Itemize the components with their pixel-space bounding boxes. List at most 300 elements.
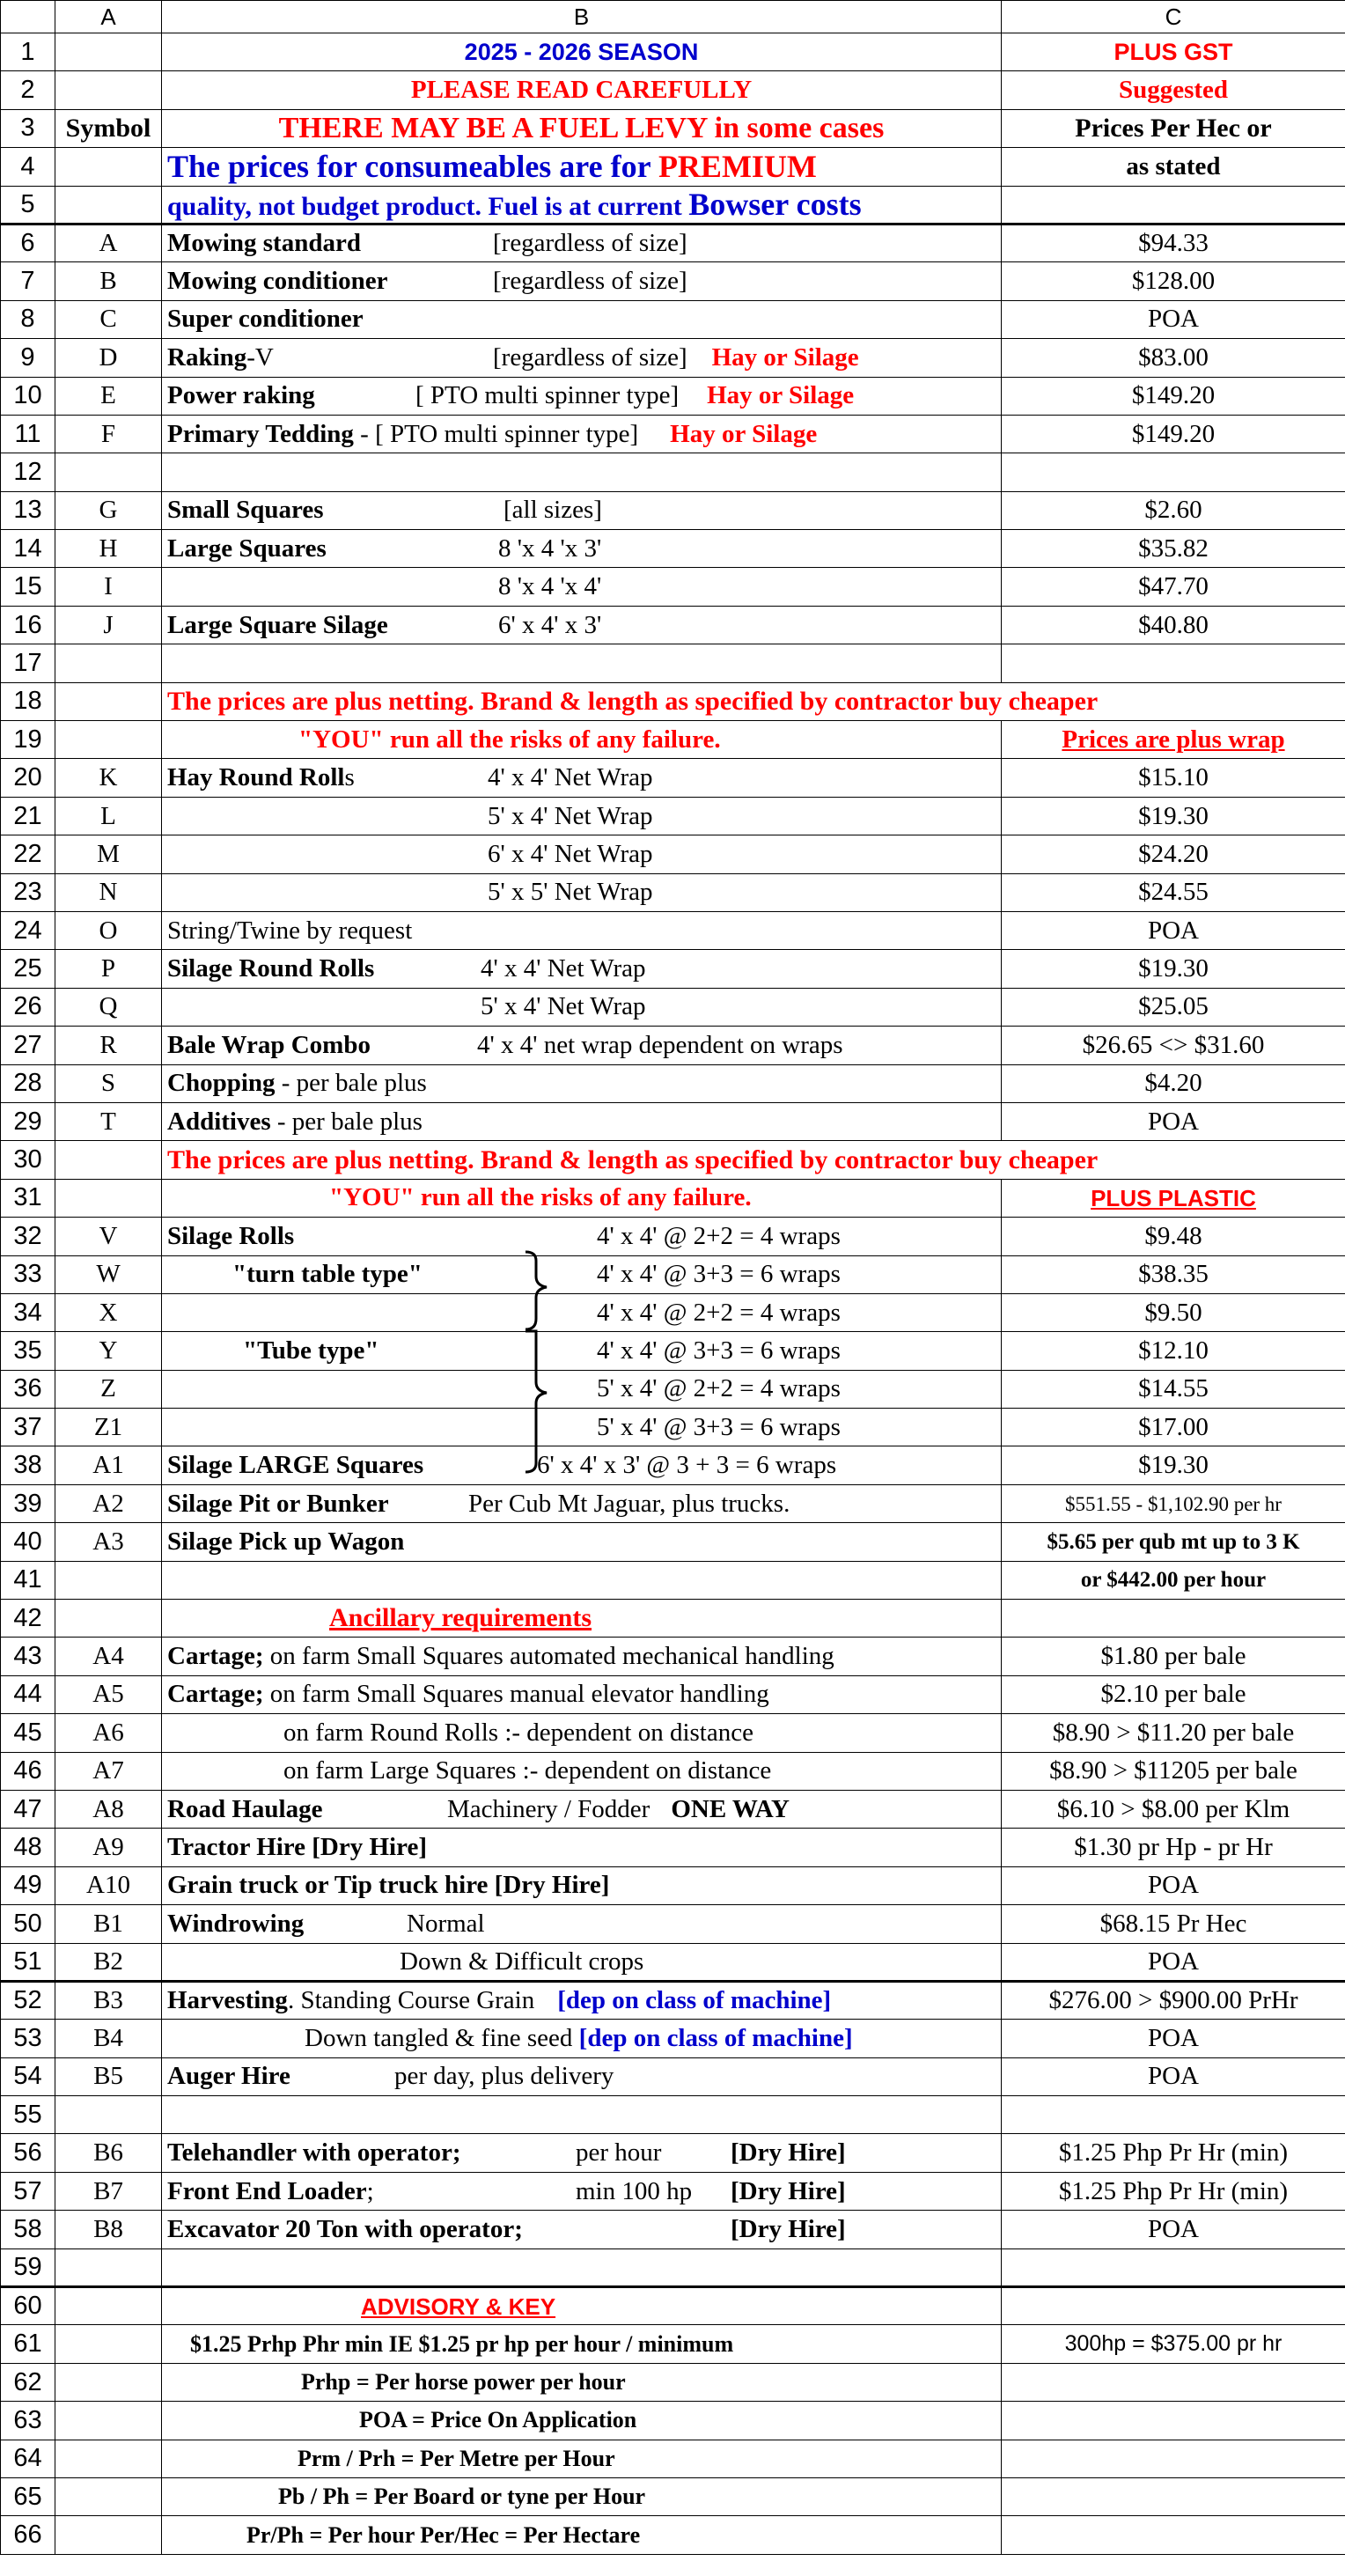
- empty-cell[interactable]: [55, 2248, 162, 2286]
- price-cell[interactable]: POA: [1002, 2020, 1345, 2057]
- price-cell[interactable]: 300hp = $375.00 pr hr: [1002, 2325, 1345, 2363]
- row-number[interactable]: 64: [1, 2440, 55, 2477]
- symbol-cell[interactable]: A: [55, 224, 162, 261]
- symbol-cell[interactable]: B8: [55, 2211, 162, 2248]
- service-cell[interactable]: [162, 2020, 1002, 2057]
- table-row: [1, 1675, 1345, 1713]
- service-cell[interactable]: [162, 2172, 1002, 2210]
- symbol-cell[interactable]: Z: [55, 1370, 162, 1408]
- service-name: Power raking: [167, 381, 315, 410]
- price-cell[interactable]: $1.30 pr Hp - pr Hr: [1002, 1829, 1345, 1866]
- price-cell[interactable]: $6.10 > $8.00 per Klm: [1002, 1790, 1345, 1828]
- service-cell[interactable]: [162, 568, 1002, 606]
- row-number[interactable]: 54: [1, 2057, 55, 2095]
- row-number[interactable]: 26: [1, 988, 55, 1026]
- symbol-cell[interactable]: C: [55, 300, 162, 338]
- service-cell[interactable]: [162, 606, 1002, 644]
- service-cell[interactable]: [162, 1714, 1002, 1752]
- empty-cell[interactable]: [1002, 2516, 1345, 2554]
- row-number[interactable]: 41: [1, 1561, 55, 1599]
- row-number[interactable]: 58: [1, 2211, 55, 2248]
- column-header-b[interactable]: B: [162, 1, 1002, 33]
- row-number[interactable]: 43: [1, 1638, 55, 1675]
- symbol-cell[interactable]: A1: [55, 1446, 162, 1484]
- row-number[interactable]: 9: [1, 339, 55, 377]
- row-number[interactable]: 46: [1, 1752, 55, 1790]
- risk-note-2[interactable]: "YOU" run all the risks of any failure.: [162, 1179, 1002, 1217]
- service-cell[interactable]: [162, 797, 1002, 835]
- row-2: [1, 71, 1345, 109]
- row-number[interactable]: 60: [1, 2287, 55, 2325]
- price-cell[interactable]: $47.70: [1002, 568, 1345, 606]
- empty-cell[interactable]: [55, 2325, 162, 2363]
- empty-cell[interactable]: [55, 1141, 162, 1179]
- symbol-cell[interactable]: A9: [55, 1829, 162, 1866]
- row-number[interactable]: 4: [1, 148, 55, 186]
- symbol-cell[interactable]: Q: [55, 988, 162, 1026]
- empty-cell[interactable]: [1002, 2363, 1345, 2401]
- advisory-text[interactable]: Pr/Ph = Per hour Per/Hec = Per Hectare: [162, 2516, 1002, 2554]
- service-cell[interactable]: [162, 339, 1002, 377]
- service-cell[interactable]: [162, 1293, 1002, 1331]
- service-cell[interactable]: [162, 1218, 1002, 1255]
- row-number[interactable]: 6: [1, 224, 55, 261]
- plus-wrap-label[interactable]: Prices are plus wrap: [1002, 721, 1345, 759]
- symbol-cell[interactable]: A2: [55, 1484, 162, 1522]
- dry-hire-label: [Dry Hire]: [731, 2214, 846, 2243]
- empty-cell[interactable]: [1002, 2440, 1345, 2477]
- symbol-cell[interactable]: B7: [55, 2172, 162, 2210]
- price-cell[interactable]: $9.50: [1002, 1293, 1345, 1331]
- row-number[interactable]: 25: [1, 950, 55, 988]
- empty-cell[interactable]: [1002, 644, 1345, 682]
- netting-note[interactable]: The prices are plus netting. Brand & length as specified by contractor buy cheaper: [162, 682, 1345, 720]
- table-row: [1, 1752, 1345, 1790]
- price-cell[interactable]: POA: [1002, 1102, 1345, 1140]
- empty-cell[interactable]: [55, 2478, 162, 2516]
- row-number[interactable]: 53: [1, 2020, 55, 2057]
- price-cell[interactable]: $24.55: [1002, 873, 1345, 911]
- row-number[interactable]: 5: [1, 186, 55, 224]
- price-cell[interactable]: $149.20: [1002, 377, 1345, 415]
- symbol-cell[interactable]: A8: [55, 1790, 162, 1828]
- row-number[interactable]: 63: [1, 2402, 55, 2440]
- plus-gst-label[interactable]: PLUS GST: [1002, 33, 1345, 71]
- row-number[interactable]: 37: [1, 1409, 55, 1446]
- quality-note[interactable]: [162, 186, 1002, 224]
- service-cell[interactable]: [162, 835, 1002, 873]
- symbol-cell[interactable]: B3: [55, 1981, 162, 2019]
- price-cell[interactable]: POA: [1002, 1866, 1345, 1904]
- row-number[interactable]: 48: [1, 1829, 55, 1866]
- service-cell[interactable]: [162, 224, 1002, 261]
- consumeables-note[interactable]: [162, 148, 1002, 186]
- empty-cell[interactable]: [55, 2096, 162, 2134]
- advisory-text[interactable]: Prhp = Per horse power per hour: [162, 2363, 1002, 2401]
- service-cell[interactable]: [162, 1064, 1002, 1102]
- symbol-cell[interactable]: A7: [55, 1752, 162, 1790]
- row-31: [1, 1179, 1345, 1217]
- row-number[interactable]: 33: [1, 1255, 55, 1293]
- empty-cell[interactable]: [55, 2363, 162, 2401]
- service-cell[interactable]: [162, 530, 1002, 568]
- empty-cell[interactable]: [55, 644, 162, 682]
- service-cell[interactable]: [162, 1638, 1002, 1675]
- symbol-cell[interactable]: B2: [55, 1943, 162, 1981]
- symbol-cell[interactable]: B5: [55, 2057, 162, 2095]
- netting-note-2[interactable]: The prices are plus netting. Brand & length as specified by contractor buy cheaper: [162, 1141, 1345, 1179]
- column-header-c[interactable]: C: [1002, 1, 1345, 33]
- symbol-cell[interactable]: X: [55, 1293, 162, 1331]
- empty-cell[interactable]: [162, 1561, 1002, 1599]
- symbol-cell[interactable]: T: [55, 1102, 162, 1140]
- service-cell[interactable]: [162, 1332, 1002, 1370]
- table-row: [1, 377, 1345, 415]
- row-number[interactable]: 16: [1, 606, 55, 644]
- service-cell[interactable]: [162, 1943, 1002, 1981]
- symbol-cell[interactable]: B: [55, 262, 162, 300]
- symbol-cell[interactable]: A3: [55, 1523, 162, 1561]
- symbol-header[interactable]: Symbol: [55, 109, 162, 147]
- table-row: [1, 1523, 1345, 1561]
- row-number[interactable]: 19: [1, 721, 55, 759]
- symbol-cell[interactable]: R: [55, 1027, 162, 1064]
- empty-cell[interactable]: [1002, 2402, 1345, 2440]
- symbol-cell[interactable]: L: [55, 797, 162, 835]
- premium-text: PREMIUM: [658, 149, 817, 185]
- price-cell[interactable]: $25.05: [1002, 988, 1345, 1026]
- price-cell[interactable]: $15.10: [1002, 759, 1345, 797]
- cell-a4[interactable]: [55, 148, 162, 186]
- column-header-a[interactable]: A: [55, 1, 162, 33]
- empty-cell[interactable]: [55, 1561, 162, 1599]
- service-cell[interactable]: [162, 1905, 1002, 1943]
- symbol-cell[interactable]: B4: [55, 2020, 162, 2057]
- as-stated-label[interactable]: as stated: [1002, 148, 1345, 186]
- empty-row: [1, 453, 1345, 491]
- empty-cell[interactable]: [162, 453, 1002, 491]
- service-detail: - per bale plus: [270, 1107, 423, 1136]
- service-cell[interactable]: [162, 1790, 1002, 1828]
- empty-cell[interactable]: [55, 453, 162, 491]
- row-number[interactable]: 18: [1, 682, 55, 720]
- cell-a2[interactable]: [55, 71, 162, 109]
- service-cell[interactable]: [162, 1027, 1002, 1064]
- row-number[interactable]: 10: [1, 377, 55, 415]
- row-number[interactable]: 8: [1, 300, 55, 338]
- symbol-cell[interactable]: Z1: [55, 1409, 162, 1446]
- price-cell[interactable]: $24.20: [1002, 835, 1345, 873]
- row-number[interactable]: 52: [1, 1981, 55, 2019]
- service-cell[interactable]: [162, 1866, 1002, 1904]
- advisory-title[interactable]: ADVISORY & KEY: [162, 2287, 1002, 2325]
- row-number[interactable]: 56: [1, 2134, 55, 2172]
- price-cell[interactable]: $4.20: [1002, 1064, 1345, 1102]
- symbol-cell[interactable]: B6: [55, 2134, 162, 2172]
- service-cell[interactable]: [162, 759, 1002, 797]
- row-number[interactable]: 23: [1, 873, 55, 911]
- symbol-cell[interactable]: O: [55, 911, 162, 949]
- suggested-label[interactable]: Suggested: [1002, 71, 1345, 109]
- row-number[interactable]: 31: [1, 1179, 55, 1217]
- row-number[interactable]: 55: [1, 2096, 55, 2134]
- price-cell[interactable]: POA: [1002, 2057, 1345, 2095]
- price-cell[interactable]: POA: [1002, 1943, 1345, 1981]
- service-cell[interactable]: [162, 491, 1002, 529]
- symbol-cell[interactable]: N: [55, 873, 162, 911]
- ancillary-title[interactable]: Ancillary requirements: [162, 1600, 1002, 1638]
- symbol-cell[interactable]: S: [55, 1064, 162, 1102]
- price-cell[interactable]: $19.30: [1002, 1446, 1345, 1484]
- service-detail: 5' x 4' Net Wrap: [488, 801, 653, 830]
- row-number[interactable]: 13: [1, 491, 55, 529]
- service-cell[interactable]: [162, 1981, 1002, 2019]
- price-cell[interactable]: $26.65 <> $31.60: [1002, 1027, 1345, 1064]
- price-cell[interactable]: $1.80 per bale: [1002, 1638, 1345, 1675]
- price-cell[interactable]: $38.35: [1002, 1255, 1345, 1293]
- service-cell[interactable]: [162, 1829, 1002, 1866]
- advisory-text[interactable]: Prm / Prh = Per Metre per Hour: [162, 2440, 1002, 2477]
- row-number[interactable]: 44: [1, 1675, 55, 1713]
- price-cell[interactable]: $1.25 Php Pr Hr (min): [1002, 2172, 1345, 2210]
- row-number[interactable]: 45: [1, 1714, 55, 1752]
- row-number[interactable]: 24: [1, 911, 55, 949]
- symbol-cell[interactable]: G: [55, 491, 162, 529]
- service-cell[interactable]: [162, 300, 1002, 338]
- empty-row: [1, 644, 1345, 682]
- row-number[interactable]: 35: [1, 1332, 55, 1370]
- symbol-cell[interactable]: H: [55, 530, 162, 568]
- plus-plastic-label[interactable]: PLUS PLASTIC: [1002, 1179, 1345, 1217]
- row-number[interactable]: 28: [1, 1064, 55, 1102]
- price-cell[interactable]: POA: [1002, 911, 1345, 949]
- risk-note[interactable]: "YOU" run all the risks of any failure.: [162, 721, 1002, 759]
- empty-cell[interactable]: [55, 721, 162, 759]
- symbol-cell[interactable]: A6: [55, 1714, 162, 1752]
- row-number[interactable]: 57: [1, 2172, 55, 2210]
- table-row: [1, 415, 1345, 453]
- row-number[interactable]: 62: [1, 2363, 55, 2401]
- table-row: [1, 1027, 1345, 1064]
- empty-cell[interactable]: [55, 1179, 162, 1217]
- row-number[interactable]: 29: [1, 1102, 55, 1140]
- service-name: Road Haulage: [167, 1794, 323, 1823]
- row-number[interactable]: 36: [1, 1370, 55, 1408]
- service-cell[interactable]: [162, 2134, 1002, 2172]
- symbol-cell[interactable]: B1: [55, 1905, 162, 1943]
- price-cell[interactable]: $551.55 - $1,102.90 per hr: [1002, 1484, 1345, 1522]
- service-cell[interactable]: [162, 1675, 1002, 1713]
- empty-cell[interactable]: [162, 2248, 1002, 2286]
- service-name: Cartage;: [167, 1680, 264, 1709]
- service-cell[interactable]: [162, 1409, 1002, 1446]
- empty-cell[interactable]: [55, 2287, 162, 2325]
- symbol-cell[interactable]: J: [55, 606, 162, 644]
- empty-cell[interactable]: [1002, 2478, 1345, 2516]
- service-name: Silage Pick up Wagon: [167, 1527, 405, 1556]
- price-cell[interactable]: $17.00: [1002, 1409, 1345, 1446]
- row-number[interactable]: 20: [1, 759, 55, 797]
- symbol-cell[interactable]: A4: [55, 1638, 162, 1675]
- empty-cell[interactable]: [55, 2402, 162, 2440]
- cell-a1[interactable]: [55, 33, 162, 71]
- price-cell[interactable]: $5.65 per qub mt up to 3 K: [1002, 1523, 1345, 1561]
- row-number[interactable]: 51: [1, 1943, 55, 1981]
- season-title[interactable]: 2025 - 2026 SEASON: [162, 33, 1002, 71]
- service-name: Raking: [167, 342, 247, 372]
- row-number[interactable]: 17: [1, 644, 55, 682]
- symbol-cell[interactable]: I: [55, 568, 162, 606]
- empty-cell[interactable]: [55, 2440, 162, 2477]
- row-number[interactable]: 32: [1, 1218, 55, 1255]
- empty-cell[interactable]: [162, 2096, 1002, 2134]
- service-cell[interactable]: [162, 1255, 1002, 1293]
- service-name: Silage Round Rolls: [167, 954, 375, 983]
- service-cell[interactable]: [162, 2211, 1002, 2248]
- service-cell[interactable]: [162, 1102, 1002, 1140]
- service-cell[interactable]: [162, 262, 1002, 300]
- service-detail: Normal: [407, 1909, 485, 1938]
- symbol-cell[interactable]: K: [55, 759, 162, 797]
- prices-per-label[interactable]: Prices Per Hec or: [1002, 109, 1345, 147]
- price-cell[interactable]: or $442.00 per hour: [1002, 1561, 1345, 1599]
- price-cell[interactable]: $40.80: [1002, 606, 1345, 644]
- row-number[interactable]: 42: [1, 1600, 55, 1638]
- fuel-levy-note[interactable]: THERE MAY BE A FUEL LEVY in some cases: [162, 109, 1002, 147]
- service-cell[interactable]: [162, 415, 1002, 453]
- symbol-cell[interactable]: V: [55, 1218, 162, 1255]
- row-number[interactable]: 2: [1, 71, 55, 109]
- service-name: Harvesting: [167, 1986, 288, 2015]
- price-cell[interactable]: $35.82: [1002, 530, 1345, 568]
- price-cell[interactable]: $68.15 Pr Hec: [1002, 1905, 1345, 1943]
- price-cell[interactable]: $9.48: [1002, 1218, 1345, 1255]
- price-cell[interactable]: $2.10 per bale: [1002, 1675, 1345, 1713]
- service-name: Mowing conditioner: [167, 267, 388, 296]
- service-cell[interactable]: [162, 1370, 1002, 1408]
- row-number[interactable]: 27: [1, 1027, 55, 1064]
- service-cell[interactable]: [162, 1752, 1002, 1790]
- empty-cell[interactable]: [1002, 2096, 1345, 2134]
- row-number[interactable]: 12: [1, 453, 55, 491]
- advisory-text[interactable]: $1.25 Prhp Phr min IE $1.25 pr hp per hour / minimum: [162, 2325, 1002, 2363]
- row-number[interactable]: 11: [1, 415, 55, 453]
- row-number[interactable]: 30: [1, 1141, 55, 1179]
- row-number[interactable]: 39: [1, 1484, 55, 1522]
- symbol-cell[interactable]: F: [55, 415, 162, 453]
- service-cell[interactable]: [162, 950, 1002, 988]
- price-cell[interactable]: $19.30: [1002, 950, 1345, 988]
- symbol-cell[interactable]: A5: [55, 1675, 162, 1713]
- price-cell[interactable]: $12.10: [1002, 1332, 1345, 1370]
- empty-cell[interactable]: [162, 644, 1002, 682]
- table-row: [1, 1484, 1345, 1522]
- row-number[interactable]: 38: [1, 1446, 55, 1484]
- empty-cell[interactable]: [1002, 453, 1345, 491]
- price-cell[interactable]: $94.33: [1002, 224, 1345, 261]
- price-cell[interactable]: $276.00 > $900.00 PrHr: [1002, 1981, 1345, 2019]
- symbol-cell[interactable]: W: [55, 1255, 162, 1293]
- row-number[interactable]: 49: [1, 1866, 55, 1904]
- row-number[interactable]: 22: [1, 835, 55, 873]
- row-number[interactable]: 40: [1, 1523, 55, 1561]
- dry-hire-label: [Dry Hire]: [731, 2138, 846, 2168]
- symbol-cell[interactable]: D: [55, 339, 162, 377]
- row-18: [1, 682, 1345, 720]
- service-detail: [regardless of size]: [493, 267, 687, 296]
- empty-cell[interactable]: [55, 2516, 162, 2554]
- read-carefully[interactable]: PLEASE READ CAREFULLY: [162, 71, 1002, 109]
- row-number[interactable]: 66: [1, 2516, 55, 2554]
- service-cell[interactable]: [162, 1446, 1002, 1484]
- service-cell[interactable]: [162, 873, 1002, 911]
- price-cell[interactable]: $8.90 > $11205 per bale: [1002, 1752, 1345, 1790]
- row-number[interactable]: 3: [1, 109, 55, 147]
- cell-c5[interactable]: [1002, 186, 1345, 224]
- price-cell[interactable]: $2.60: [1002, 491, 1345, 529]
- empty-cell[interactable]: [1002, 1600, 1345, 1638]
- symbol-cell[interactable]: A10: [55, 1866, 162, 1904]
- row-number[interactable]: 61: [1, 2325, 55, 2363]
- service-cell[interactable]: [162, 911, 1002, 949]
- service-cell[interactable]: [162, 1484, 1002, 1522]
- empty-cell[interactable]: [1002, 2287, 1345, 2325]
- symbol-cell[interactable]: P: [55, 950, 162, 988]
- row-number[interactable]: 59: [1, 2248, 55, 2286]
- price-cell[interactable]: $1.25 Php Pr Hr (min): [1002, 2134, 1345, 2172]
- service-cell[interactable]: [162, 988, 1002, 1026]
- service-cell[interactable]: [162, 1523, 1002, 1561]
- row-number[interactable]: 1: [1, 33, 55, 71]
- price-cell[interactable]: $14.55: [1002, 1370, 1345, 1408]
- row-number[interactable]: 7: [1, 262, 55, 300]
- row-number[interactable]: 65: [1, 2478, 55, 2516]
- table-row: [1, 1370, 1345, 1408]
- row-number[interactable]: 21: [1, 797, 55, 835]
- symbol-cell[interactable]: M: [55, 835, 162, 873]
- symbol-cell[interactable]: Y: [55, 1332, 162, 1370]
- row-number[interactable]: 50: [1, 1905, 55, 1943]
- cell-a5[interactable]: [55, 186, 162, 224]
- service-name: Silage Rolls: [167, 1221, 295, 1250]
- advisory-text[interactable]: Pb / Ph = Per Board or tyne per Hour: [162, 2478, 1002, 2516]
- service-detail: on farm Round Rolls :- dependent on distance: [283, 1718, 753, 1747]
- price-cell[interactable]: POA: [1002, 300, 1345, 338]
- service-name: Super conditioner: [167, 305, 364, 334]
- row-number[interactable]: 34: [1, 1293, 55, 1331]
- symbol-cell[interactable]: E: [55, 377, 162, 415]
- price-cell[interactable]: $149.20: [1002, 415, 1345, 453]
- empty-cell[interactable]: [55, 1600, 162, 1638]
- price-cell[interactable]: POA: [1002, 2211, 1345, 2248]
- row-number[interactable]: 14: [1, 530, 55, 568]
- row-number[interactable]: 15: [1, 568, 55, 606]
- empty-cell[interactable]: [1002, 2248, 1345, 2286]
- price-cell[interactable]: $83.00: [1002, 339, 1345, 377]
- price-cell[interactable]: $128.00: [1002, 262, 1345, 300]
- advisory-text[interactable]: POA = Price On Application: [162, 2402, 1002, 2440]
- advisory-row: [1, 2478, 1345, 2516]
- price-cell[interactable]: $19.30: [1002, 797, 1345, 835]
- row-number[interactable]: 47: [1, 1790, 55, 1828]
- table-row: [1, 1905, 1345, 1943]
- price-cell[interactable]: $8.90 > $11.20 per bale: [1002, 1714, 1345, 1752]
- service-cell[interactable]: [162, 377, 1002, 415]
- service-cell[interactable]: [162, 2057, 1002, 2095]
- empty-cell[interactable]: [55, 682, 162, 720]
- corner-cell[interactable]: [1, 1, 55, 33]
- row-30: [1, 1141, 1345, 1179]
